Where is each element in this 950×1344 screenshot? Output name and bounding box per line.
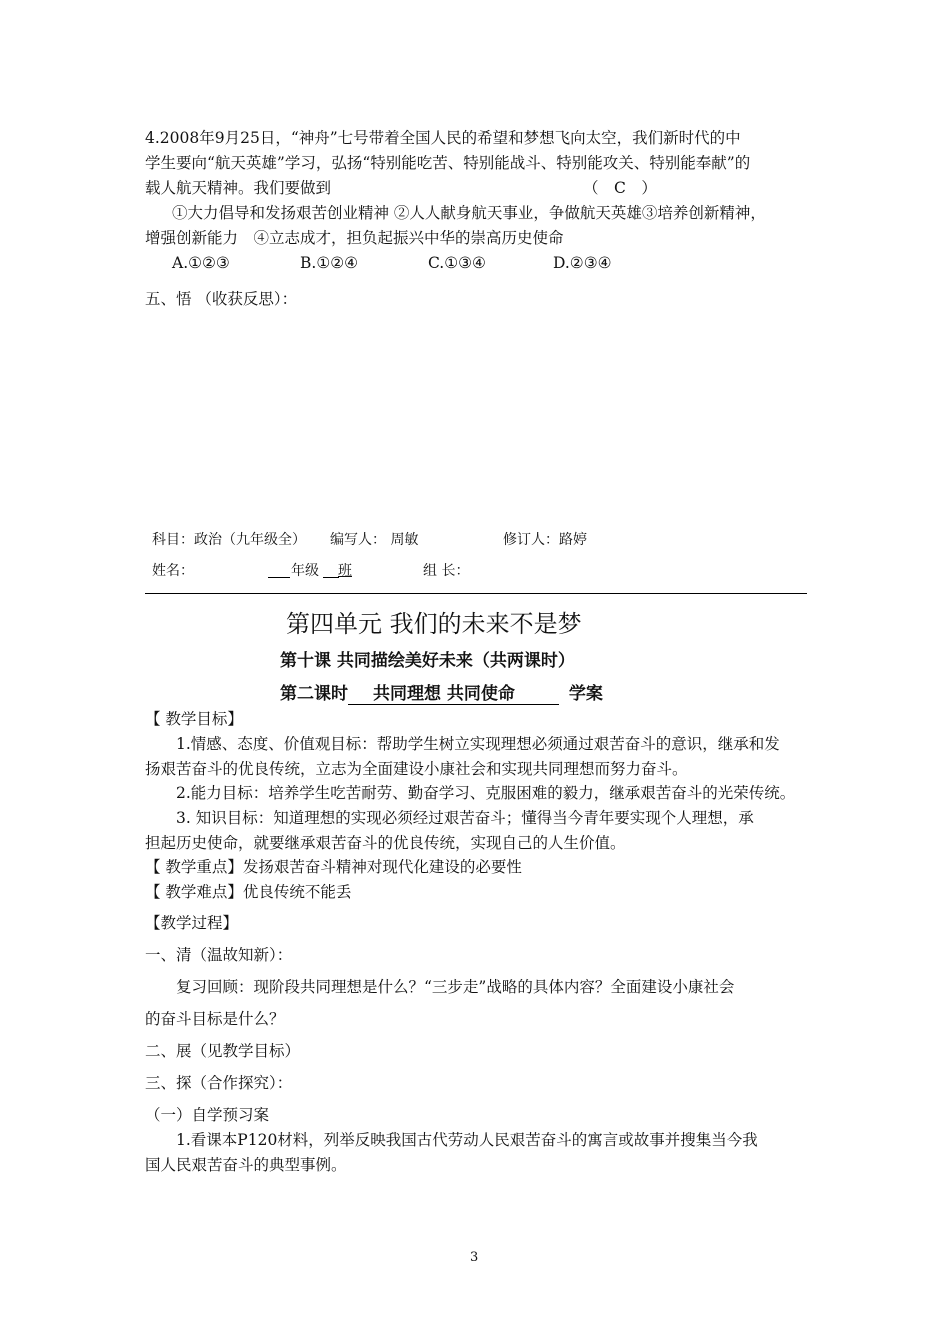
author-label: 编写人： 周敏 [330,532,419,548]
grade-blank [268,563,290,582]
section-1-heading: 一、清（温故知新）： [145,946,293,964]
key-point: 【 教学重点】发扬艰苦奋斗精神对现代化建设的必要性 [145,858,522,876]
review-line2: 的奋斗目标是什么？ [145,1010,285,1028]
review-line1: 复习回顾：现阶段共同理想是什么？“三步走”战略的具体内容？全面建设小康社会 [176,978,735,996]
objective-3-line1: 3. 知识目标：知道理想的实现必须经过艰苦奋斗；懂得当今青年要实现个人理想，承 [176,809,754,827]
unit-title: 第四单元 我们的未来不是梦 [286,610,582,638]
name-label: 姓名： [152,563,194,579]
class-label: 班 [338,563,352,579]
period-title [280,679,603,705]
period-topic: 共同理想 共同使命 [348,679,537,705]
difficulty: 【 教学难点】优良传统不能丢 [145,883,352,901]
objective-1-line1: 1.情感、态度、价值观目标：帮助学生树立实现理想必须通过艰苦奋斗的意识，继承和发 [176,735,780,753]
option-d: D.②③④ [553,254,612,272]
question4-statements-line2: 增强创新能力 ④立志成才，担负起振兴中华的崇高历史使命 [145,229,564,247]
task-1-line1: 1.看课本P120材料，列举反映我国古代劳动人民艰苦奋斗的寓言或故事并搜集当今我 [176,1131,758,1149]
section-2-heading: 二、展（见教学目标） [145,1042,301,1060]
task-1-line2: 国人民艰苦奋斗的典型事例。 [145,1156,347,1174]
objective-3-line2: 担起历史使命，就要继承艰苦奋斗的优良传统，实现自己的人生价值。 [145,834,626,852]
header-divider [145,593,807,594]
page-number: 3 [470,1250,479,1265]
objective-1-line2: 扬艰苦奋斗的优良传统，立志为全面建设小康社会和实现共同理想而努力奋斗。 [145,760,688,778]
self-study-heading: （一）自学预习案 [145,1106,270,1124]
question4-line3: 载人航天精神。我们要做到 [145,179,332,197]
period-suffix: 学案 [568,684,603,704]
subject-label: 科目：政治（九年级全） [152,532,306,548]
period-prefix: 第二课时 [280,684,348,704]
option-b: B.①②④ [300,254,359,272]
lesson-title: 第十课 共同描绘美好未来（共两课时） [280,651,575,671]
option-c: C.①③④ [428,254,486,272]
section-5-heading: 五、悟 （收获反思）： [145,290,298,308]
objective-2: 2.能力目标：培养学生吃苦耐劳、勤奋学习、克服困难的毅力，继承艰苦奋斗的光荣传统。 [176,784,796,802]
option-a: A.①②③ [172,254,230,272]
process-heading: 【教学过程】 [145,914,239,932]
question4-answer: （ C ） [583,179,657,197]
grade-label: 年级 [291,563,319,579]
group-leader-label: 组 长： [423,563,470,579]
objectives-heading: 【 教学目标】 [145,710,243,728]
reviser-label: 修订人：路婷 [503,532,587,548]
class-blank [323,563,339,582]
question4-line1: 4.2008年9月25日，“神舟”七号带着全国人民的希望和梦想飞向太空，我们新时代的中 [145,129,741,147]
section-3-heading: 三、探（合作探究）： [145,1074,293,1092]
question4-statements-line1: ①大力倡导和发扬艰苦创业精神 ②人人献身航天事业，争做航天英雄③培养创新精神， [172,204,766,222]
question4-line2: 学生要向“航天英雄”学习，弘扬“特别能吃苦、特别能战斗、特别能攻关、特别能奉献”的 [145,154,751,172]
